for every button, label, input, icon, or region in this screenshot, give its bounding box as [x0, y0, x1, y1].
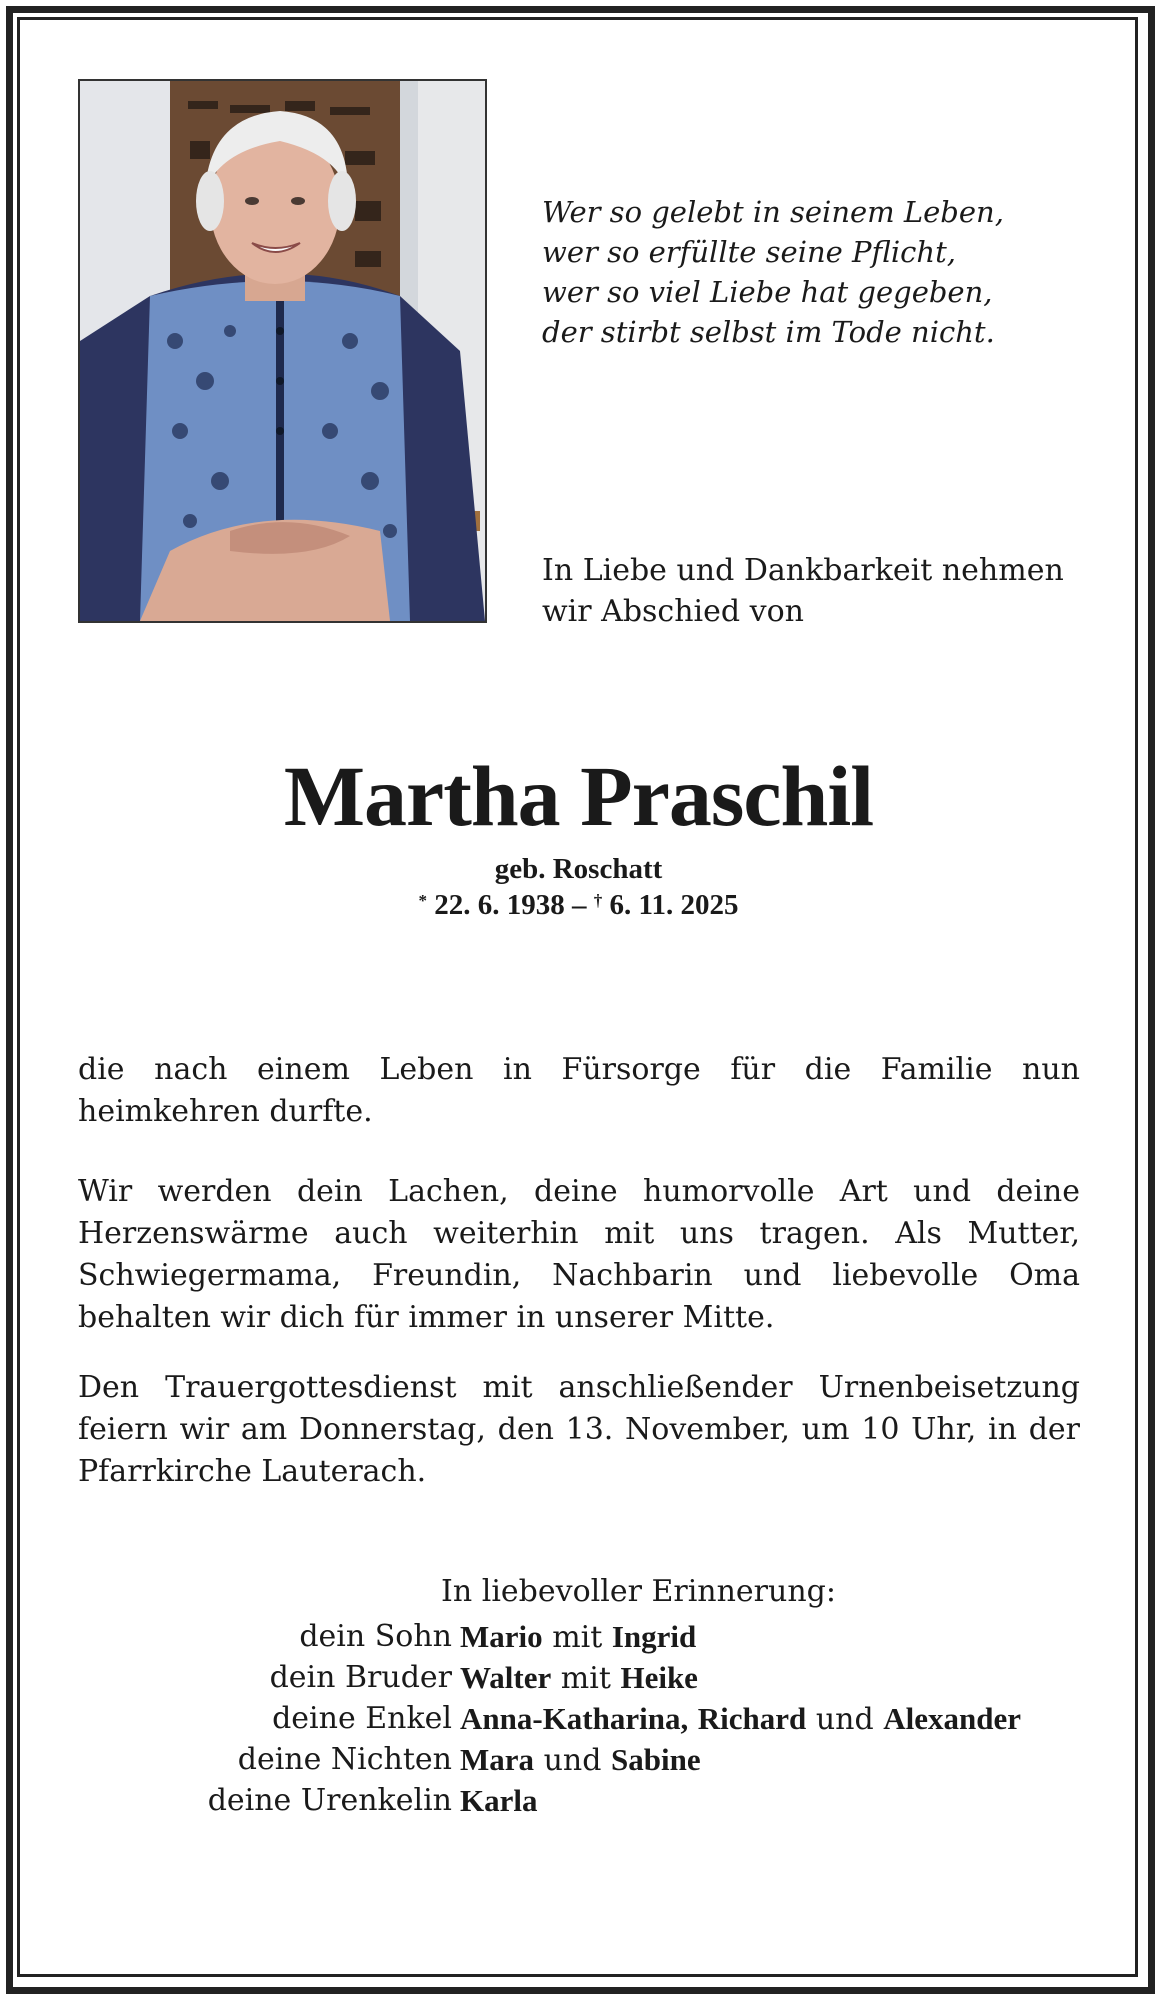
- deceased-name: Martha Praschil: [283, 748, 874, 844]
- family-row-brother: [0, 1658, 1157, 1699]
- poem-line: wer so erfüllte seine Pflicht,: [542, 235, 956, 269]
- relation-label: deine Nichten: [237, 1742, 452, 1777]
- paragraph-remembrance: Wir werden dein Lachen, deine humorvolle Art und deine Herzenswärme auch weiterhin mit uns tragen. Als Mutter, Schwiegermama, Freundin, Nachbarin und liebevolle Oma behalten wir dich für immer in unserer Mitte.: [78, 1174, 1080, 1335]
- relation-names: Mara und Sabine: [460, 1742, 701, 1778]
- family-row-nieces: [0, 1740, 1157, 1781]
- death-symbol: †: [593, 891, 603, 910]
- death-date: 6. 11. 2025: [609, 889, 739, 921]
- portrait-photo: [78, 79, 487, 623]
- poem-line: der stirbt selbst im Tode nicht.: [542, 315, 995, 349]
- relation-label: dein Bruder: [269, 1660, 452, 1695]
- intro-line-2: wir Abschied von: [542, 594, 804, 629]
- birth-symbol: *: [418, 891, 428, 910]
- memorial-poem: [542, 192, 1062, 352]
- closing-line: In liebevoller Erinnerung:: [441, 1574, 836, 1609]
- family-row-son: [0, 1617, 1157, 1658]
- farewell-intro: [542, 550, 1082, 632]
- family-list: [0, 1617, 1157, 1822]
- family-row-greatgranddaughter: [0, 1781, 1157, 1822]
- maiden-name: geb. Roschatt: [494, 853, 663, 885]
- life-dates: [0, 888, 1157, 922]
- birth-date: 22. 6. 1938: [434, 889, 565, 921]
- family-row-grandchildren: [0, 1699, 1157, 1740]
- relation-label: deine Enkel: [272, 1701, 452, 1736]
- relation-names: Mario mit Ingrid: [460, 1619, 697, 1655]
- date-dash: –: [572, 889, 587, 921]
- relation-label: dein Sohn: [299, 1619, 452, 1654]
- relation-names: Walter mit Heike: [460, 1660, 698, 1696]
- relation-names: Anna-Katharina, Richard und Alexander: [460, 1701, 1021, 1737]
- relation-names: Karla: [460, 1783, 538, 1818]
- paragraph-homecoming: die nach einem Leben in Fürsorge für die Familie nun heimkehren durfte.: [78, 1052, 1080, 1129]
- relation-label: deine Urenkelin: [207, 1783, 452, 1818]
- intro-line-1: In Liebe und Dankbarkeit nehmen: [542, 553, 1064, 588]
- poem-line: wer so viel Liebe hat gegeben,: [542, 275, 993, 309]
- paragraph-service: Den Trauergottesdienst mit anschließender Urnenbeisetzung feiern wir am Donnerstag, den 13. November, um 10 Uhr, in der Pfarrkirche Lauterach.: [78, 1370, 1080, 1489]
- poem-line: Wer so gelebt in seinem Leben,: [542, 195, 1004, 229]
